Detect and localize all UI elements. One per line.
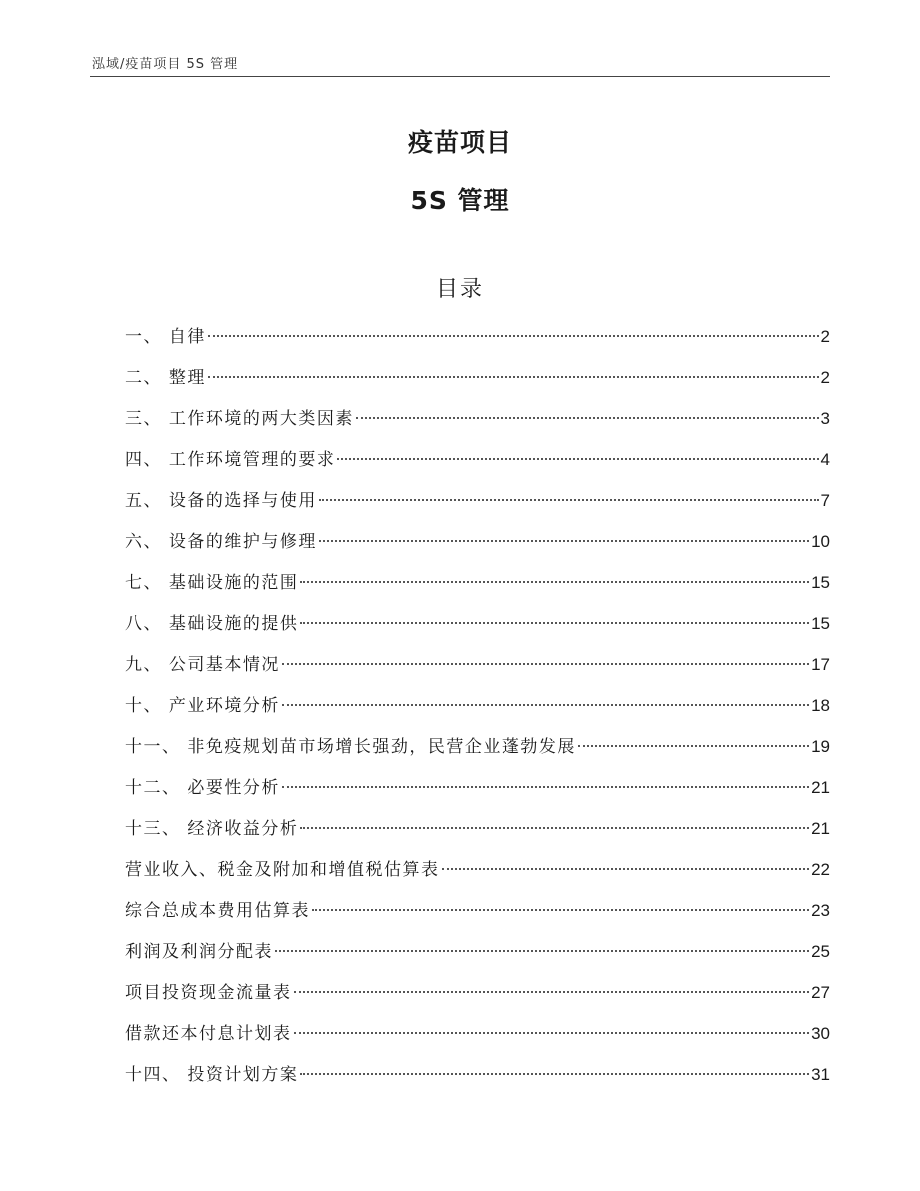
toc-entry-label: 综合总成本费用估算表 — [125, 901, 310, 921]
toc-entry-label: 营业收入、税金及附加和增值税估算表 — [125, 860, 440, 880]
toc-entry-page: 23 — [811, 901, 830, 920]
toc-leader-dots — [319, 499, 819, 501]
toc-heading: 目录 — [435, 277, 484, 302]
toc-entry-label: 三、 工作环境的两大类因素 — [125, 409, 354, 429]
toc-entry[interactable] — [125, 527, 830, 568]
toc-leader-dots — [208, 335, 819, 337]
toc-entry[interactable] — [125, 322, 830, 363]
toc-entry[interactable] — [125, 978, 830, 1019]
toc-entry-label: 十二、 必要性分析 — [125, 778, 280, 798]
toc-leader-dots — [294, 1032, 810, 1034]
toc-entry-page: 31 — [811, 1065, 830, 1084]
toc-entry-page: 17 — [811, 655, 830, 674]
toc-entry-page: 7 — [820, 491, 830, 510]
toc-entry[interactable] — [125, 1019, 830, 1060]
toc-entry[interactable] — [125, 1060, 830, 1101]
running-header: 泓域/疫苗项目 5S 管理 — [92, 57, 239, 72]
toc-leader-dots — [356, 417, 819, 419]
toc-leader-dots — [312, 909, 809, 911]
toc-entry[interactable] — [125, 568, 830, 609]
document-title: 疫苗项目 — [407, 128, 512, 157]
toc-entry-label: 二、 整理 — [125, 368, 206, 388]
toc-entry[interactable] — [125, 896, 830, 937]
toc-entry-page: 15 — [811, 614, 830, 633]
toc-entry-page: 21 — [811, 819, 830, 838]
toc-entry[interactable] — [125, 855, 830, 896]
toc-entry-page: 15 — [811, 573, 830, 592]
toc-leader-dots — [578, 745, 809, 747]
toc-entry[interactable] — [125, 650, 830, 691]
toc-entry-page: 10 — [811, 532, 830, 551]
toc-entry-label: 一、 自律 — [125, 327, 206, 347]
toc-entry[interactable] — [125, 486, 830, 527]
toc-entry-page: 22 — [811, 860, 830, 879]
toc-entry-page: 2 — [820, 327, 830, 346]
toc-leader-dots — [319, 540, 809, 542]
toc-entry[interactable] — [125, 732, 830, 773]
toc-leader-dots — [282, 663, 809, 665]
toc-entry-page: 30 — [811, 1024, 830, 1043]
toc-entry-page: 21 — [811, 778, 830, 797]
toc-leader-dots — [275, 950, 809, 952]
toc-entry[interactable] — [125, 773, 830, 814]
toc-leader-dots — [300, 827, 809, 829]
toc-entry-label: 借款还本付息计划表 — [125, 1024, 292, 1044]
toc-entry-label: 十一、 非免疫规划苗市场增长强劲，民营企业蓬勃发展 — [125, 737, 576, 757]
toc-entry[interactable] — [125, 609, 830, 650]
toc-entry-label: 七、 基础设施的范围 — [125, 573, 299, 593]
header-divider — [90, 76, 830, 77]
toc-entry-page: 25 — [811, 942, 830, 961]
toc-leader-dots — [442, 868, 810, 870]
toc-entry-label: 五、 设备的选择与使用 — [125, 491, 317, 511]
toc-entry-label: 利润及利润分配表 — [125, 942, 273, 962]
toc-leader-dots — [300, 622, 809, 624]
toc-entry[interactable] — [125, 445, 830, 486]
table-of-contents — [125, 322, 830, 1101]
toc-entry-page: 27 — [811, 983, 830, 1002]
toc-leader-dots — [294, 991, 810, 993]
toc-leader-dots — [282, 786, 809, 788]
toc-entry-page: 2 — [820, 368, 830, 387]
toc-entry-page: 19 — [811, 737, 830, 756]
toc-entry-label: 六、 设备的维护与修理 — [125, 532, 317, 552]
toc-entry-label: 八、 基础设施的提供 — [125, 614, 299, 634]
toc-entry-label: 四、 工作环境管理的要求 — [125, 450, 336, 470]
toc-leader-dots — [337, 458, 818, 460]
toc-leader-dots — [300, 581, 809, 583]
toc-entry-label: 十四、 投资计划方案 — [125, 1065, 299, 1085]
toc-entry-page: 3 — [820, 409, 830, 428]
document-subtitle: 5S 管理 — [410, 186, 510, 215]
toc-entry-label: 九、 公司基本情况 — [125, 655, 280, 675]
toc-entry-label: 十三、 经济收益分析 — [125, 819, 299, 839]
toc-entry[interactable] — [125, 363, 830, 404]
toc-entry[interactable] — [125, 814, 830, 855]
toc-entry[interactable] — [125, 691, 830, 732]
toc-entry-label: 十、 产业环境分析 — [125, 696, 280, 716]
toc-leader-dots — [300, 1073, 809, 1075]
toc-leader-dots — [208, 376, 819, 378]
toc-entry[interactable] — [125, 937, 830, 978]
toc-leader-dots — [282, 704, 809, 706]
toc-entry[interactable] — [125, 404, 830, 445]
toc-entry-page: 18 — [811, 696, 830, 715]
toc-entry-label: 项目投资现金流量表 — [125, 983, 292, 1003]
toc-entry-page: 4 — [820, 450, 830, 469]
